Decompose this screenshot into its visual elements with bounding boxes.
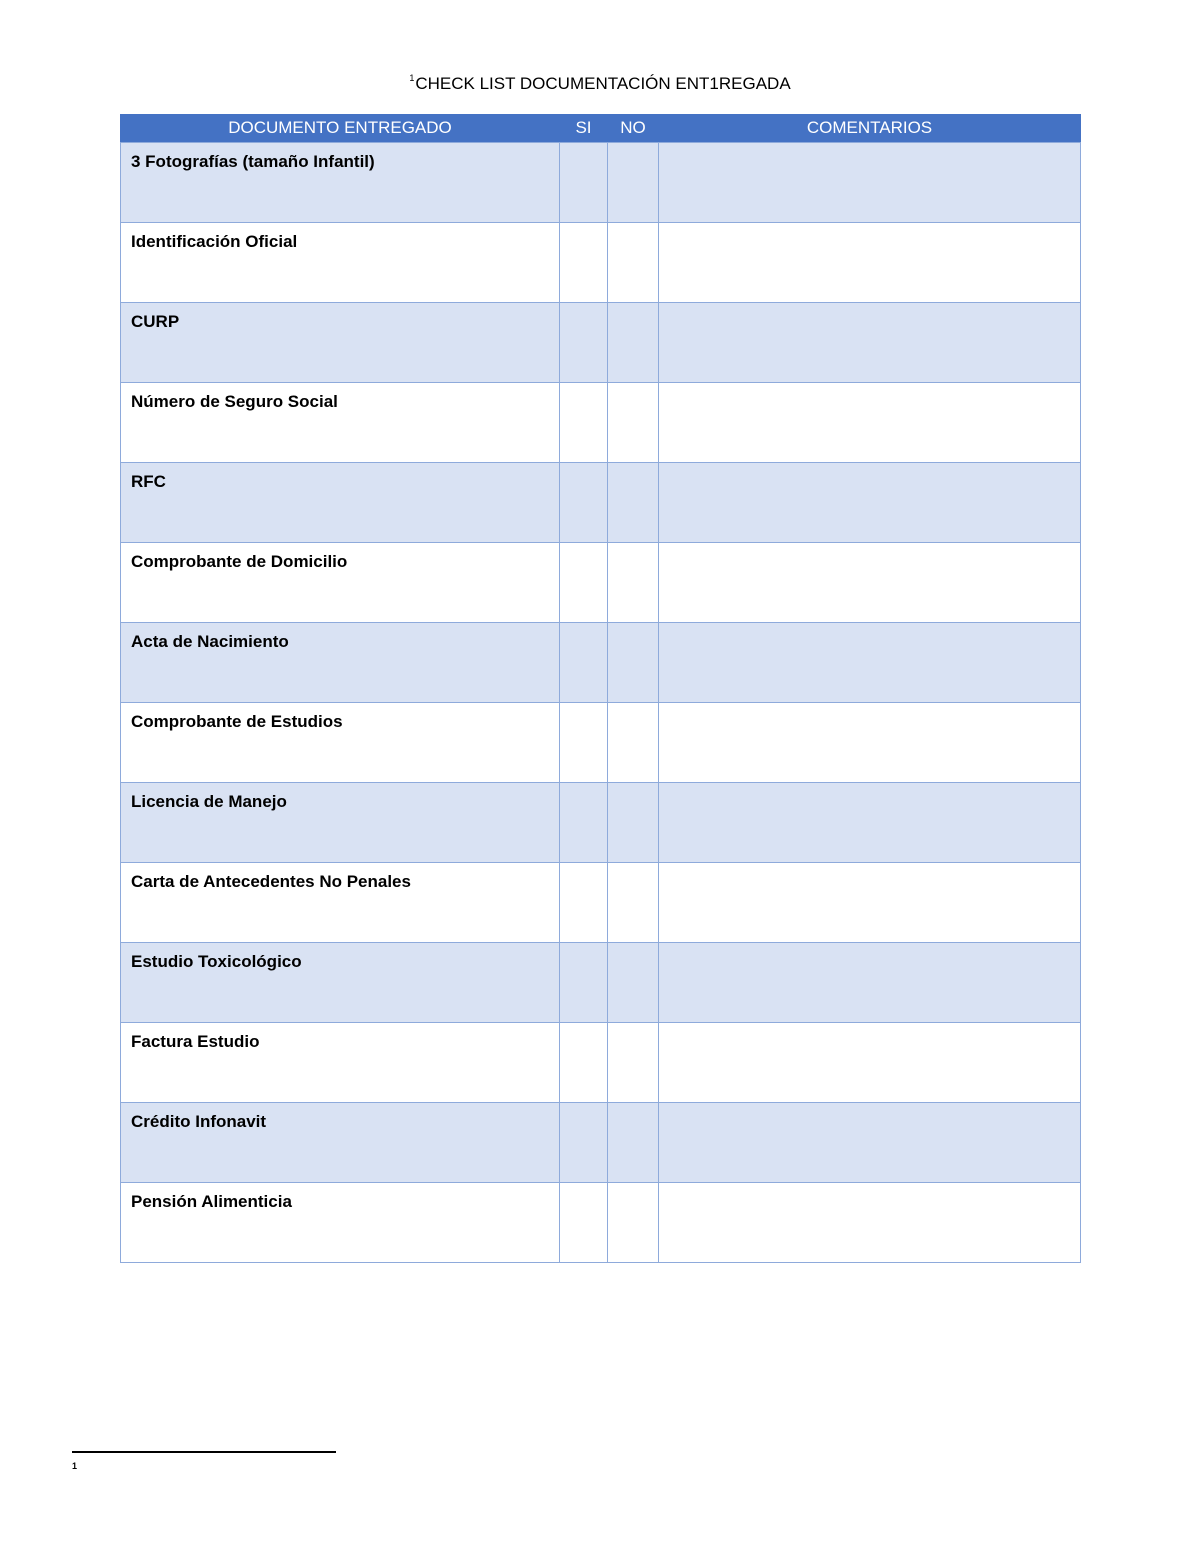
- no-cell[interactable]: [608, 143, 659, 223]
- si-cell[interactable]: [560, 943, 608, 1023]
- documento-cell: Carta de Antecedentes No Penales: [121, 863, 560, 943]
- header-row: [121, 114, 1081, 143]
- si-cell[interactable]: [560, 863, 608, 943]
- comentarios-cell[interactable]: [659, 623, 1081, 703]
- no-cell[interactable]: [608, 623, 659, 703]
- no-cell[interactable]: [608, 703, 659, 783]
- table-row: [121, 783, 1081, 863]
- table-row: [121, 543, 1081, 623]
- si-cell[interactable]: [560, 1103, 608, 1183]
- comentarios-cell[interactable]: [659, 943, 1081, 1023]
- documento-cell: Acta de Nacimiento: [121, 623, 560, 703]
- table-row: [121, 1103, 1081, 1183]
- si-cell[interactable]: [560, 703, 608, 783]
- comentarios-cell[interactable]: [659, 223, 1081, 303]
- si-cell[interactable]: [560, 463, 608, 543]
- documento-cell: Licencia de Manejo: [121, 783, 560, 863]
- comentarios-cell[interactable]: [659, 1183, 1081, 1263]
- table-row: [121, 463, 1081, 543]
- no-cell[interactable]: [608, 303, 659, 383]
- footnote-number: 1: [72, 1461, 78, 1471]
- documento-cell: Comprobante de Estudios: [121, 703, 560, 783]
- documento-cell: 3 Fotografías (tamaño Infantil): [121, 143, 560, 223]
- header-no: NO: [608, 114, 659, 143]
- si-cell[interactable]: [560, 1183, 608, 1263]
- no-cell[interactable]: [608, 783, 659, 863]
- no-cell[interactable]: [608, 863, 659, 943]
- si-cell[interactable]: [560, 543, 608, 623]
- table-row: [121, 1183, 1081, 1263]
- comentarios-cell[interactable]: [659, 143, 1081, 223]
- comentarios-cell[interactable]: [659, 303, 1081, 383]
- documento-cell: Estudio Toxicológico: [121, 943, 560, 1023]
- si-cell[interactable]: [560, 1023, 608, 1103]
- comentarios-cell[interactable]: [659, 783, 1081, 863]
- title-footnote-mark: 1: [409, 73, 415, 83]
- table-row: [121, 1023, 1081, 1103]
- si-cell[interactable]: [560, 223, 608, 303]
- header-si: SI: [560, 114, 608, 143]
- document-title: [0, 73, 1200, 94]
- footnote-separator: [72, 1451, 336, 1453]
- si-cell[interactable]: [560, 623, 608, 703]
- documento-cell: Crédito Infonavit: [121, 1103, 560, 1183]
- table-row: [121, 383, 1081, 463]
- si-cell[interactable]: [560, 783, 608, 863]
- comentarios-cell[interactable]: [659, 703, 1081, 783]
- documento-cell: CURP: [121, 303, 560, 383]
- comentarios-cell[interactable]: [659, 1103, 1081, 1183]
- documento-cell: Comprobante de Domicilio: [121, 543, 560, 623]
- si-cell[interactable]: [560, 303, 608, 383]
- si-cell[interactable]: [560, 383, 608, 463]
- no-cell[interactable]: [608, 463, 659, 543]
- no-cell[interactable]: [608, 1183, 659, 1263]
- table-row: [121, 943, 1081, 1023]
- header-documento: DOCUMENTO ENTREGADO: [121, 114, 560, 143]
- documento-cell: Identificación Oficial: [121, 223, 560, 303]
- comentarios-cell[interactable]: [659, 863, 1081, 943]
- si-cell[interactable]: [560, 143, 608, 223]
- comentarios-cell[interactable]: [659, 383, 1081, 463]
- documento-cell: RFC: [121, 463, 560, 543]
- comentarios-cell[interactable]: [659, 463, 1081, 543]
- no-cell[interactable]: [608, 943, 659, 1023]
- table-row: [121, 623, 1081, 703]
- table-row: [121, 863, 1081, 943]
- comentarios-cell[interactable]: [659, 1023, 1081, 1103]
- comentarios-cell[interactable]: [659, 543, 1081, 623]
- title-text: CHECK LIST DOCUMENTACIÓN ENT1REGADA: [415, 74, 791, 93]
- no-cell[interactable]: [608, 543, 659, 623]
- no-cell[interactable]: [608, 1103, 659, 1183]
- no-cell[interactable]: [608, 1023, 659, 1103]
- no-cell[interactable]: [608, 383, 659, 463]
- table-row: [121, 223, 1081, 303]
- no-cell[interactable]: [608, 223, 659, 303]
- documento-cell: Factura Estudio: [121, 1023, 560, 1103]
- table-row: [121, 703, 1081, 783]
- table-row: [121, 143, 1081, 223]
- table-row: [121, 303, 1081, 383]
- documento-cell: Número de Seguro Social: [121, 383, 560, 463]
- header-comentarios: COMENTARIOS: [659, 114, 1081, 143]
- documento-cell: Pensión Alimenticia: [121, 1183, 560, 1263]
- checklist-table: [120, 114, 1081, 1263]
